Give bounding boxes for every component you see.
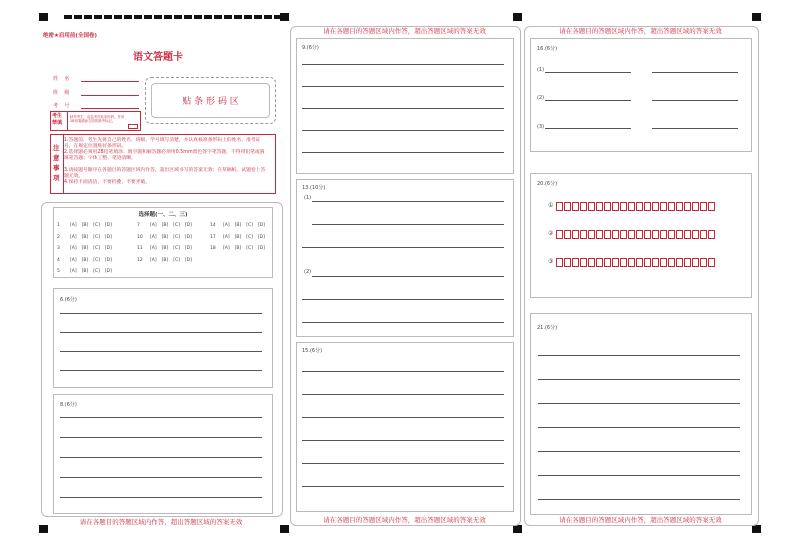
- q20-grid-cell[interactable]: [652, 230, 659, 239]
- q16-box: [530, 38, 752, 152]
- q20-grid-cell[interactable]: [588, 230, 595, 239]
- q20-grid-cell[interactable]: [580, 230, 587, 239]
- q21-answer-line[interactable]: [538, 499, 740, 500]
- choice-option-bubble[interactable]: [C]: [246, 234, 253, 240]
- q20-grid-cell[interactable]: [580, 258, 587, 267]
- choice-number: 5: [57, 269, 60, 274]
- q6-box: [53, 288, 273, 388]
- choice-number: 18: [210, 246, 216, 251]
- exam-number-label: 考 号: [53, 103, 70, 109]
- warning-col1-bottom: 请在各题目的答题区域内作答，超出答题区域的答案无效: [79, 518, 243, 526]
- q20-grid-cell[interactable]: [708, 202, 715, 211]
- timing-bar: [74, 15, 82, 19]
- timing-bar: [254, 15, 262, 19]
- q16-answer-line[interactable]: [545, 100, 631, 101]
- q20-grid-cell[interactable]: [580, 202, 587, 211]
- corner-mark-tr: [752, 13, 761, 21]
- choice-option-bubble[interactable]: [D]: [104, 257, 112, 263]
- timing-bar: [244, 15, 252, 19]
- choice-option-bubble[interactable]: [D]: [184, 234, 192, 240]
- timing-bar: [234, 15, 242, 19]
- choice-option-bubble[interactable]: [C]: [93, 246, 100, 251]
- choice-option-bubble[interactable]: [A]: [223, 223, 230, 228]
- q21-answer-line[interactable]: [538, 475, 740, 476]
- q16-answer-line[interactable]: [545, 72, 631, 73]
- q20-grid-cell[interactable]: [652, 202, 659, 211]
- choice-option-bubble[interactable]: [D]: [184, 223, 192, 228]
- q20-grid-cell[interactable]: [612, 230, 619, 239]
- q13-part1-answer-line[interactable]: [312, 224, 504, 225]
- choice-number: 17: [210, 234, 216, 240]
- q16-part3-label: (3): [537, 124, 545, 130]
- choice-section-title: 选择题(一、二、三): [138, 212, 188, 218]
- q20-grid-cell[interactable]: [588, 258, 595, 267]
- choice-number: 7: [137, 223, 140, 228]
- candidate-forbidden-text: 缺考考生，由监考员贴条形码，并用2B铅笔填涂右面的缺考标记。: [70, 115, 125, 124]
- warning-col3-bottom: 请在各题目的答题区域内作答，超出答题区域的答案无效: [559, 516, 722, 524]
- choice-row: [57, 246, 117, 251]
- class-field[interactable]: [81, 95, 139, 96]
- q13-part2-label: (2): [304, 269, 312, 275]
- q20-grid-cell[interactable]: [612, 202, 619, 211]
- choice-option-bubble[interactable]: [A]: [150, 223, 157, 228]
- choice-option-bubble[interactable]: [D]: [104, 246, 112, 251]
- choice-row: [137, 246, 197, 251]
- q20-part3-label: ③: [548, 258, 554, 265]
- q9-answer-line[interactable]: [302, 152, 504, 153]
- q16-part1-label: (1): [537, 67, 545, 73]
- choice-option-bubble[interactable]: [A]: [70, 223, 77, 228]
- page-title: 语文答题卡: [133, 52, 183, 63]
- choice-option-bubble[interactable]: [D]: [104, 223, 112, 228]
- timing-bar: [184, 15, 192, 19]
- choice-option-bubble[interactable]: [B]: [161, 234, 169, 240]
- choice-option-bubble[interactable]: [B]: [161, 257, 169, 263]
- choice-row: [210, 246, 270, 251]
- choice-option-bubble[interactable]: [B]: [81, 234, 89, 240]
- timing-bar: [104, 15, 112, 19]
- choice-number: 14: [210, 223, 216, 228]
- choice-section: [53, 207, 273, 278]
- q20-grid-cell[interactable]: [692, 202, 699, 211]
- choice-option-bubble[interactable]: [D]: [104, 269, 112, 274]
- q16-answer-line[interactable]: [652, 100, 738, 101]
- note-item-2: 2.选择题必须用2B铅笔填涂；填空题和解答题必须用0.5mm黑色签字笔答题，不得用铅笔或圆珠笔答题；字体工整、笔迹清晰。: [64, 150, 265, 161]
- notes-box: [50, 134, 276, 194]
- choice-option-bubble[interactable]: [B]: [234, 246, 242, 251]
- q20-grid-cell[interactable]: [692, 258, 699, 267]
- choice-row: [57, 258, 117, 263]
- q20-grid-cell[interactable]: [572, 230, 579, 239]
- q20-grid-cell[interactable]: [668, 202, 675, 211]
- q21-answer-line[interactable]: [538, 355, 740, 356]
- name-label: 姓 名: [53, 76, 70, 82]
- q15-answer-line[interactable]: [302, 486, 504, 487]
- timing-bar: [274, 15, 282, 19]
- q6-answer-line[interactable]: [60, 313, 262, 314]
- q20-grid-cell[interactable]: [684, 258, 691, 267]
- q8-answer-line[interactable]: [60, 497, 262, 498]
- choice-option-bubble[interactable]: [C]: [246, 223, 253, 228]
- q8-answer-line[interactable]: [60, 457, 262, 458]
- q20-grid-cell[interactable]: [636, 230, 643, 239]
- q20-grid-cell[interactable]: [692, 230, 699, 239]
- q16-part2-label: (2): [537, 95, 545, 101]
- q13-answer-line[interactable]: [302, 247, 504, 248]
- q8-answer-line[interactable]: [60, 437, 262, 438]
- timing-bar: [124, 15, 132, 19]
- q20-label: 20.(6分): [537, 181, 558, 187]
- choice-option-bubble[interactable]: [B]: [81, 246, 89, 251]
- warning-col3-top: 请在各题目的答题区域内作答，超出答题区域的答案无效: [559, 27, 722, 35]
- choice-option-bubble[interactable]: [B]: [81, 223, 89, 228]
- q20-grid-cell[interactable]: [604, 202, 611, 211]
- q20-grid-cell[interactable]: [604, 230, 611, 239]
- q9-box: [296, 38, 514, 174]
- timing-bar: [164, 15, 172, 19]
- q20-grid-cell[interactable]: [684, 230, 691, 239]
- choice-option-bubble[interactable]: [C]: [173, 246, 180, 251]
- q6-answer-line[interactable]: [60, 351, 262, 352]
- choice-option-bubble[interactable]: [B]: [234, 234, 242, 240]
- q20-grid-cell[interactable]: [700, 202, 707, 211]
- q20-grid-cell[interactable]: [620, 230, 627, 239]
- q15-label: 15.(6分): [302, 348, 323, 354]
- q8-answer-line[interactable]: [60, 417, 262, 418]
- timing-bar: [204, 15, 212, 19]
- choice-option-bubble[interactable]: [C]: [93, 257, 100, 263]
- choice-option-bubble[interactable]: [B]: [161, 223, 169, 228]
- q20-grid-cell[interactable]: [684, 202, 691, 211]
- choice-row: [137, 235, 197, 240]
- q20-grid-cell[interactable]: [564, 230, 571, 239]
- timing-bar: [194, 15, 202, 19]
- q21-box: [530, 313, 752, 515]
- q16-answer-line[interactable]: [652, 128, 738, 129]
- note-item-4: 4.保持卡面清洁，不要折叠、不要弄破。: [64, 180, 151, 185]
- barcode-area-label: 贴 条 形 码 区: [182, 97, 239, 107]
- choice-option-bubble[interactable]: [C]: [246, 246, 253, 251]
- choice-option-bubble[interactable]: [D]: [257, 234, 265, 240]
- timing-bar: [94, 15, 102, 19]
- choice-option-bubble[interactable]: [D]: [257, 246, 265, 251]
- q21-label: 21.(6分): [537, 325, 558, 331]
- q20-part1-label: ①: [548, 202, 554, 209]
- exam-number-field[interactable]: [81, 108, 139, 109]
- absent-mark-box[interactable]: [128, 124, 138, 129]
- corner-mark-bl: [39, 525, 48, 533]
- q20-grid-cell[interactable]: [668, 230, 675, 239]
- q13-part2-answer-line[interactable]: [312, 276, 504, 277]
- choice-option-bubble[interactable]: [B]: [234, 223, 242, 228]
- q20-grid-cell[interactable]: [620, 202, 627, 211]
- q15-answer-line[interactable]: [302, 394, 504, 395]
- q20-grid-cell[interactable]: [628, 230, 635, 239]
- note-item-1: 1.答题前，考生先将自己的姓名、班级、学号填写清楚，并认真核准条形码上的姓名、准考证号，在规定位置贴好条形码。: [64, 138, 261, 149]
- q20-part2-label: ②: [548, 230, 554, 237]
- q13-answer-line[interactable]: [302, 299, 504, 300]
- choice-option-bubble[interactable]: [C]: [93, 223, 100, 228]
- q20-grid-cell[interactable]: [572, 202, 579, 211]
- q13-part1-answer-line[interactable]: [312, 201, 504, 202]
- choice-option-bubble[interactable]: [A]: [150, 257, 157, 263]
- choice-number: 10: [137, 234, 143, 240]
- q20-grid-cell[interactable]: [556, 258, 563, 267]
- choice-option-bubble[interactable]: [C]: [93, 269, 100, 274]
- q20-grid-cell[interactable]: [596, 230, 603, 239]
- q16-answer-line[interactable]: [545, 128, 631, 129]
- q6-label: 6.(6分): [60, 297, 77, 303]
- candidate-forbidden-box: [50, 111, 141, 131]
- name-field[interactable]: [81, 81, 139, 82]
- q8-box: [53, 394, 273, 514]
- choice-option-bubble[interactable]: [D]: [257, 223, 265, 228]
- timing-bar: [214, 15, 222, 19]
- q20-grid-cell[interactable]: [668, 258, 675, 267]
- q20-grid-cell[interactable]: [556, 230, 563, 239]
- q20-grid-cell[interactable]: [636, 258, 643, 267]
- q15-answer-line[interactable]: [302, 440, 504, 441]
- choice-option-bubble[interactable]: [B]: [81, 257, 89, 263]
- q9-answer-line[interactable]: [302, 64, 504, 65]
- choice-number: 1: [57, 223, 60, 228]
- q20-grid-cell[interactable]: [644, 230, 651, 239]
- corner-mark-tl: [39, 13, 48, 21]
- choice-option-bubble[interactable]: [B]: [81, 269, 89, 274]
- choice-row: [137, 258, 197, 263]
- q13-box: [296, 179, 514, 337]
- choice-row: [210, 235, 270, 240]
- q20-grid-cell[interactable]: [644, 258, 651, 267]
- timing-bar: [144, 15, 152, 19]
- corner-mark-tm2: [513, 13, 522, 21]
- choice-number: 11: [137, 246, 143, 251]
- q21-answer-line[interactable]: [538, 451, 740, 452]
- choice-number: 4: [57, 257, 60, 263]
- q20-grid-cell[interactable]: [644, 202, 651, 211]
- q15-answer-line[interactable]: [302, 417, 504, 418]
- choice-option-bubble[interactable]: [A]: [70, 234, 77, 240]
- q20-grid-cell[interactable]: [628, 202, 635, 211]
- q8-answer-line[interactable]: [60, 477, 262, 478]
- q20-grid-cell[interactable]: [700, 230, 707, 239]
- choice-row: [137, 223, 197, 228]
- choice-row: [210, 223, 270, 228]
- choice-option-bubble[interactable]: [A]: [70, 269, 77, 274]
- warning-col2-bottom: 请在各题目的答题区域内作答，超出答题区域的答案无效: [323, 516, 486, 524]
- q20-grid-cell[interactable]: [636, 202, 643, 211]
- timing-bar: [134, 15, 142, 19]
- q20-grid-cell[interactable]: [604, 258, 611, 267]
- q20-grid-cell[interactable]: [708, 258, 715, 267]
- choice-row: [57, 223, 117, 228]
- q20-grid-cell[interactable]: [676, 202, 683, 211]
- secret-tag: 绝密★启用前(全国卷): [43, 33, 97, 39]
- q9-answer-line[interactable]: [302, 108, 504, 109]
- choice-option-bubble[interactable]: [C]: [173, 234, 180, 240]
- q13-label: 13.(10分): [302, 185, 326, 191]
- q13-part1-label: (1): [304, 195, 312, 201]
- q20-grid-cell[interactable]: [652, 258, 659, 267]
- notes-label: 注 意 事 项: [53, 144, 60, 182]
- q6-answer-line[interactable]: [60, 370, 262, 371]
- q9-answer-line[interactable]: [302, 86, 504, 87]
- timing-bar: [154, 15, 162, 19]
- q20-grid-cell[interactable]: [564, 258, 571, 267]
- q9-answer-line[interactable]: [302, 130, 504, 131]
- warning-col2-top: 请在各题目的答题区域内作答，超出答题区域的答案无效: [323, 27, 486, 35]
- q13-answer-line[interactable]: [302, 322, 504, 323]
- choice-option-bubble[interactable]: [D]: [104, 234, 112, 240]
- q6-answer-line[interactable]: [60, 332, 262, 333]
- choice-number: 12: [137, 257, 143, 263]
- q20-grid-cell[interactable]: [572, 258, 579, 267]
- choice-option-bubble[interactable]: [A]: [223, 234, 230, 240]
- choice-option-bubble[interactable]: [C]: [173, 223, 180, 228]
- q20-grid-cell[interactable]: [708, 230, 715, 239]
- q21-answer-line[interactable]: [538, 379, 740, 380]
- q20-grid-cell[interactable]: [660, 258, 667, 267]
- q20-grid-cell[interactable]: [660, 230, 667, 239]
- q20-grid-cell[interactable]: [676, 230, 683, 239]
- choice-number: 3: [57, 246, 60, 251]
- q20-grid-cell[interactable]: [700, 258, 707, 267]
- choice-option-bubble[interactable]: [C]: [93, 234, 100, 240]
- q20-grid-cell[interactable]: [588, 202, 595, 211]
- choice-option-bubble[interactable]: [B]: [161, 246, 169, 251]
- timing-bar: [64, 15, 72, 19]
- q21-answer-line[interactable]: [538, 403, 740, 404]
- choice-option-bubble[interactable]: [A]: [150, 234, 157, 240]
- timing-bar: [174, 15, 182, 19]
- corner-mark-bm: [280, 525, 289, 533]
- q16-label: 16.(6分): [537, 46, 558, 52]
- q9-label: 9.(6分): [302, 45, 319, 51]
- note-item-3: 3.请按题号顺序在各题目的答题区域内作答，超出区域书写的答案无效；在草稿纸、试题卷上答题无效。: [64, 168, 266, 179]
- q21-answer-line[interactable]: [538, 427, 740, 428]
- q20-grid-cell[interactable]: [612, 258, 619, 267]
- timing-bar: [224, 15, 232, 19]
- choice-row: [57, 235, 117, 240]
- q20-grid-cell[interactable]: [564, 202, 571, 211]
- q20-grid-cell[interactable]: [620, 258, 627, 267]
- q20-grid-cell[interactable]: [628, 258, 635, 267]
- choice-option-bubble[interactable]: [A]: [70, 257, 77, 263]
- choice-option-bubble[interactable]: [D]: [184, 246, 192, 251]
- timing-bar: [114, 15, 122, 19]
- timing-bar: [264, 15, 272, 19]
- q15-answer-line[interactable]: [302, 371, 504, 372]
- q15-answer-line[interactable]: [302, 463, 504, 464]
- q20-grid-cell[interactable]: [556, 202, 563, 211]
- candidate-forbidden-label: 考生 禁填: [52, 113, 63, 126]
- class-label: 班 级: [53, 90, 70, 96]
- q20-grid-cell[interactable]: [596, 258, 603, 267]
- timing-bar: [84, 15, 92, 19]
- choice-option-bubble[interactable]: [C]: [173, 257, 180, 263]
- choice-option-bubble[interactable]: [A]: [70, 246, 77, 251]
- choice-row: [57, 269, 117, 274]
- q20-grid-cell[interactable]: [676, 258, 683, 267]
- choice-option-bubble[interactable]: [A]: [223, 246, 230, 251]
- q8-label: 8.(6分): [60, 402, 77, 408]
- corner-mark-br: [752, 525, 761, 533]
- q20-grid-cell[interactable]: [660, 202, 667, 211]
- choice-option-bubble[interactable]: [D]: [184, 257, 192, 263]
- q20-grid-cell[interactable]: [596, 202, 603, 211]
- q16-answer-line[interactable]: [652, 72, 738, 73]
- choice-number: 2: [57, 234, 60, 240]
- corner-mark-bm2: [513, 525, 522, 533]
- choice-option-bubble[interactable]: [A]: [150, 246, 157, 251]
- barcode-area: [145, 77, 276, 124]
